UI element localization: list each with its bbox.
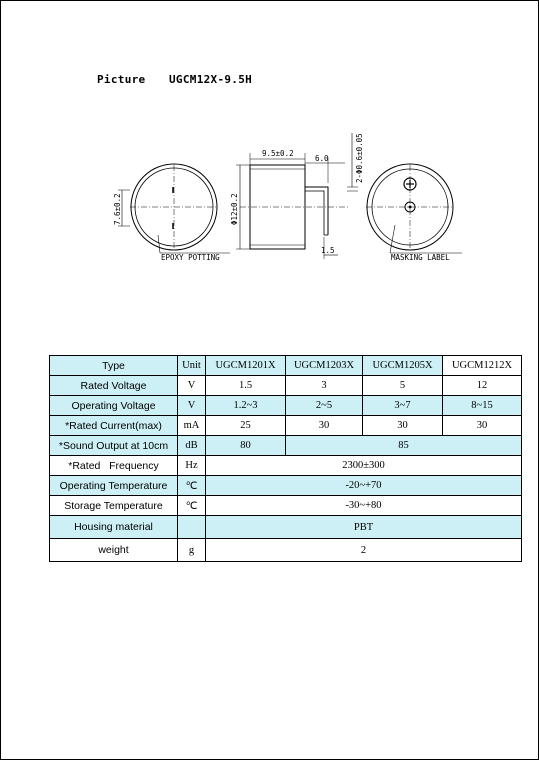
dim-pitch: 7.6±0.2 (113, 193, 122, 225)
heading-model: UGCM12X-9.5H (169, 73, 253, 86)
row-value: 30 (363, 416, 443, 436)
table-row (50, 476, 522, 496)
header-model: UGCM1212X (443, 356, 522, 376)
row-value: -20~+70 (206, 476, 522, 496)
table-row (50, 396, 522, 416)
buzzer-drawing (100, 125, 470, 270)
table-row (50, 539, 522, 562)
row-value: 30 (286, 416, 363, 436)
row-unit: ℃ (178, 476, 206, 496)
row-value: 8~15 (443, 396, 522, 416)
row-value: 85 (286, 436, 522, 456)
row-value: 12 (443, 376, 522, 396)
row-value: 80 (206, 436, 286, 456)
dim-pin-length: 6.0 (315, 154, 329, 163)
row-name: Operating Temperature (50, 476, 178, 496)
row-value: 2 (206, 539, 522, 562)
row-value: 30 (443, 416, 522, 436)
row-name: *Rated Frequency (50, 456, 178, 476)
heading-label: Picture (97, 73, 146, 86)
row-name: Storage Temperature (50, 496, 178, 516)
dim-diameter: Φ12±0.2 (230, 193, 239, 225)
row-unit: Hz (178, 456, 206, 476)
spec-table (49, 355, 522, 562)
row-value: 1.2~3 (206, 396, 286, 416)
row-value: 5 (363, 376, 443, 396)
row-unit: ℃ (178, 496, 206, 516)
row-value: PBT (206, 516, 522, 539)
dim-pin-spacing: 2-Φ0.6±0.05 (355, 133, 364, 183)
header-type: Type (50, 356, 178, 376)
row-name: Operating Voltage (50, 396, 178, 416)
row-value: 3~7 (363, 396, 443, 416)
rear-view (366, 164, 462, 262)
table-row (50, 376, 522, 396)
row-value: 3 (286, 376, 363, 396)
row-name: Rated Voltage (50, 376, 178, 396)
row-unit: dB (178, 436, 206, 456)
table-row (50, 516, 522, 539)
row-unit: V (178, 376, 206, 396)
dim-body-length: 9.5±0.2 (262, 149, 294, 158)
row-name: weight (50, 539, 178, 562)
table-header-row (50, 356, 522, 376)
row-unit: V (178, 396, 206, 416)
row-unit: mA (178, 416, 206, 436)
table-row (50, 456, 522, 476)
row-value: 1.5 (206, 376, 286, 396)
row-unit: g (178, 539, 206, 562)
picture-heading (97, 73, 252, 86)
table-row (50, 436, 522, 456)
dim-pin-offset: 1.5 (321, 246, 335, 255)
row-value: 2~5 (286, 396, 363, 416)
header-model: UGCM1205X (363, 356, 443, 376)
row-unit (178, 516, 206, 539)
row-name: *Rated Current(max) (50, 416, 178, 436)
header-unit: Unit (178, 356, 206, 376)
header-model: UGCM1203X (286, 356, 363, 376)
row-name: *Sound Output at 10cm (50, 436, 178, 456)
header-model: UGCM1201X (206, 356, 286, 376)
label-masking: MASKING LABEL (391, 253, 450, 262)
row-value: 2300±300 (206, 456, 522, 476)
table-row (50, 496, 522, 516)
table-row (50, 416, 522, 436)
row-value: -30~+80 (206, 496, 522, 516)
side-view (230, 133, 364, 259)
front-view (113, 164, 230, 262)
label-epoxy: EPOXY POTTING (161, 253, 220, 262)
row-value: 25 (206, 416, 286, 436)
row-name: Housing material (50, 516, 178, 539)
